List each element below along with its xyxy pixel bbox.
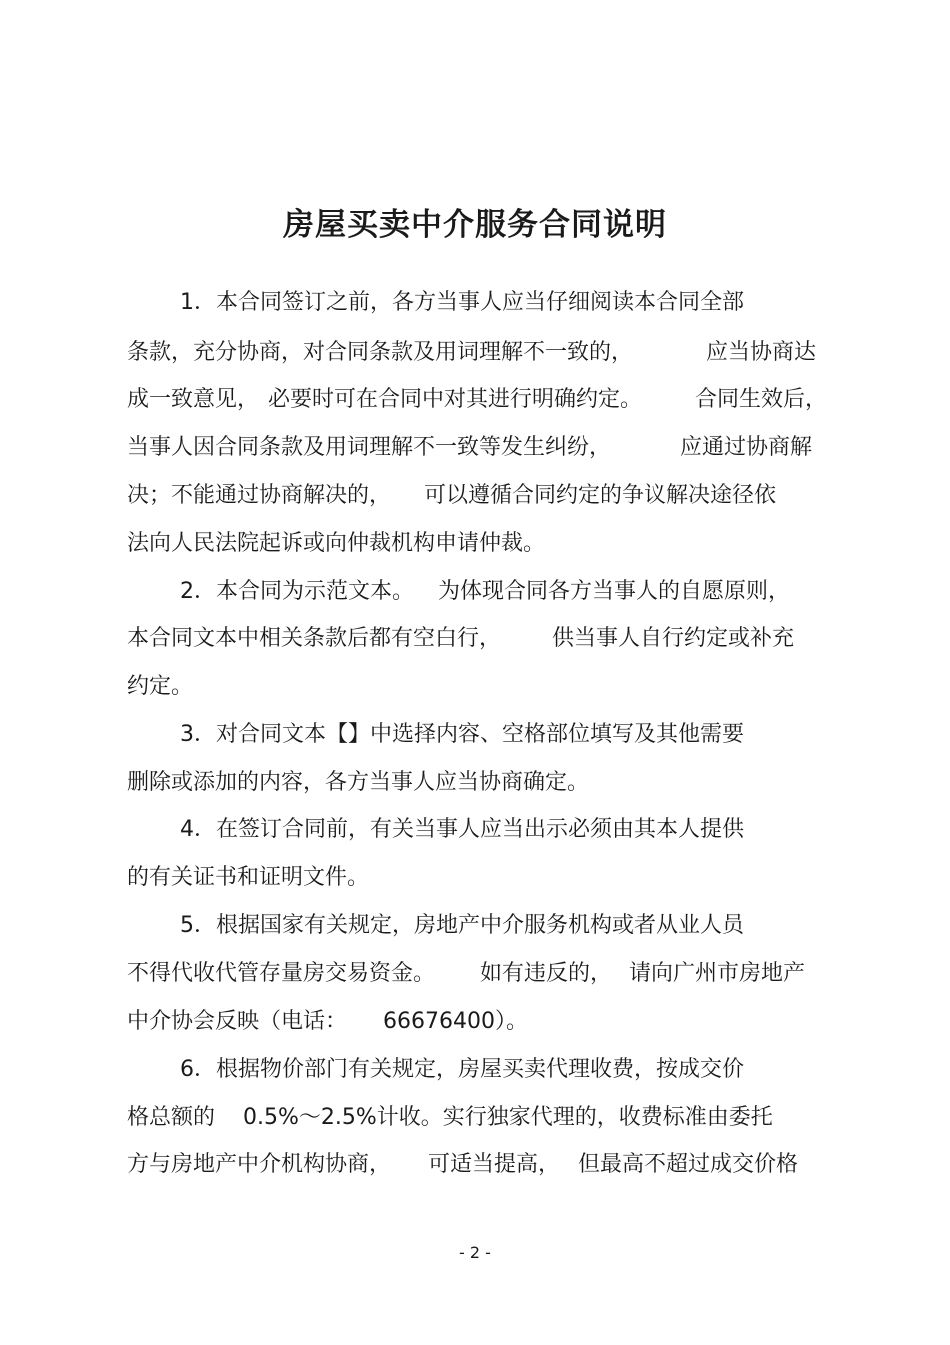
text-line: 成一致意见， — [127, 387, 260, 412]
text-line: 66676400）。 — [383, 1009, 528, 1034]
text-line: 但最高不超过成交价格 — [578, 1152, 799, 1177]
text-line: 当事人因合同条款及用词理解不一致等发生纠纷， — [127, 435, 612, 460]
text-line: 3．对合同文本【】中选择内容、空格部位填写及其他需要 — [180, 722, 744, 747]
text-line: 中介协会反映（电话： — [127, 1009, 348, 1034]
text-line: 约定。 — [127, 674, 194, 699]
text-line: 供当事人自行约定或补充 — [552, 626, 795, 651]
text-line: 应通过协商解 — [680, 435, 813, 460]
page-number: - 2 - — [459, 1243, 491, 1262]
text-line: 法向人民法院起诉或向仲裁机构申请仲裁。 — [127, 531, 546, 556]
text-line: 本合同文本中相关条款后都有空白行， — [127, 626, 502, 651]
text-line: 1．本合同签订之前，各方当事人应当仔细阅读本合同全部 — [180, 290, 744, 315]
text-line: 2．本合同为示范文本。 — [180, 579, 414, 604]
text-line: 4．在签订合同前，有关当事人应当出示必须由其本人提供 — [180, 817, 744, 842]
text-line: 可以遵循合同约定的争议解决途径依 — [424, 483, 777, 508]
text-line: 0.5%～2.5%计收。实行独家代理的，收费标准由委托 — [243, 1105, 773, 1130]
text-line: 决；不能通过协商解决的， — [127, 483, 392, 508]
text-line: 不得代收代管存量房交易资金。 — [127, 961, 436, 986]
text-line: 的有关证书和证明文件。 — [127, 865, 370, 890]
text-line: 删除或添加的内容，各方当事人应当协商确定。 — [127, 770, 590, 795]
text-line: 可适当提高， — [428, 1152, 561, 1177]
text-line: 如有违反的， — [480, 961, 613, 986]
text-line: 应当协商达 — [706, 340, 817, 365]
text-line: 6．根据物价部门有关规定，房屋买卖代理收费，按成交价 — [180, 1057, 744, 1082]
text-line: 5．根据国家有关规定，房地产中介服务机构或者从业人员 — [180, 913, 744, 938]
text-line: 请向广州市房地产 — [629, 961, 806, 986]
text-line: 条款，充分协商，对合同条款及用词理解不一致的， — [127, 340, 634, 365]
document-title: 房屋买卖中介服务合同说明 — [283, 206, 667, 243]
text-line: 合同生效后， — [695, 387, 828, 412]
text-line: 为体现合同各方当事人的自愿原则， — [438, 579, 791, 604]
text-line: 格总额的 — [127, 1105, 216, 1130]
text-line: 必要时可在合同中对其进行明确约定。 — [268, 387, 643, 412]
text-line: 方与房地产中介机构协商， — [127, 1152, 392, 1177]
